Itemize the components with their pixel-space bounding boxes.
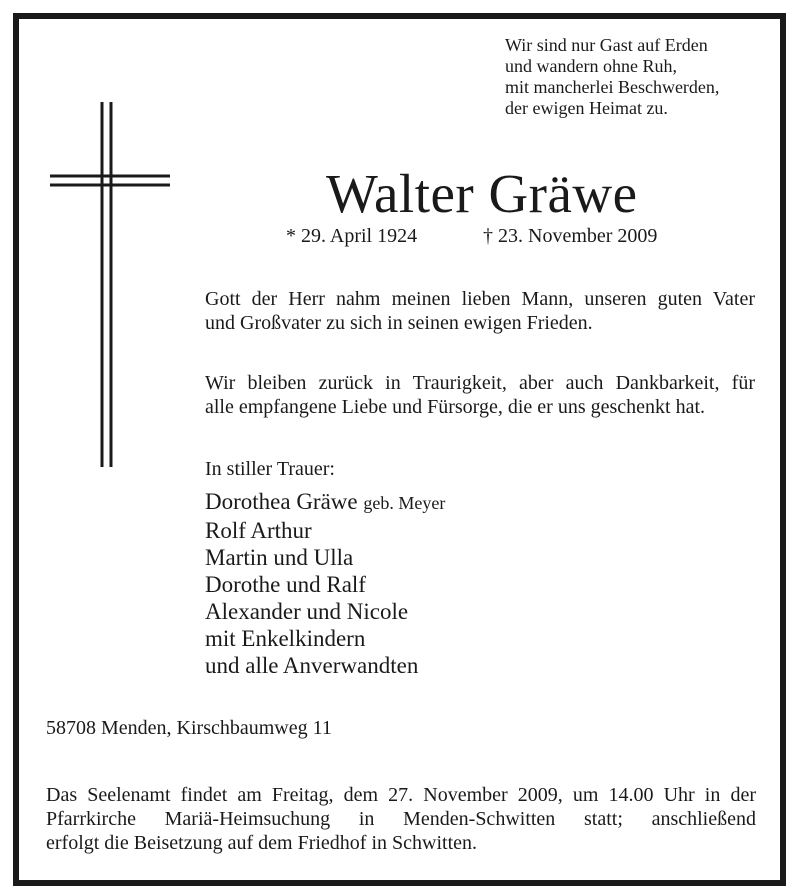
- paragraph-line: Gott der Herr nahm meinen lieben Mann, unseren guten Vater: [205, 288, 755, 310]
- mourner-item: mit Enkelkindern: [205, 626, 366, 651]
- notice-line: Das Seelenamt findet am Freitag, dem 27. November 2009, um 14.00 Uhr in der: [46, 784, 756, 806]
- poem-line: und wandern ohne Ruh,: [505, 56, 677, 76]
- paragraph-line: Wir bleiben zurück in Traurigkeit, aber auch Dankbarkeit, für: [205, 372, 755, 394]
- mourner-item: Alexander und Nicole: [205, 599, 409, 624]
- paragraph-line: und Großvater zu sich in seinen ewigen Frieden.: [205, 312, 593, 334]
- address: 58708 Menden, Kirschbaumweg 11: [46, 717, 332, 739]
- in-stiller-trauer: In stiller Trauer:: [205, 458, 335, 480]
- paragraph-line: alle empfangene Liebe und Fürsorge, die er uns geschenkt hat.: [205, 396, 706, 418]
- cross-icon: [50, 102, 170, 467]
- mourner-name: Dorothea Gräwe: [205, 489, 358, 514]
- birth-date: * 29. April 1924: [286, 225, 418, 247]
- mourner-item: und alle Anverwandten: [205, 653, 419, 678]
- mourners-list: [205, 488, 445, 679]
- deceased-name: Walter Gräwe: [326, 163, 638, 224]
- mourner-item: [205, 488, 445, 517]
- poem-line: der ewigen Heimat zu.: [505, 98, 668, 118]
- notice-line: erfolgt die Beisetzung auf dem Friedhof in Schwitten.: [46, 832, 478, 854]
- poem: [505, 35, 719, 119]
- mourner-item: Martin und Ulla: [205, 545, 354, 570]
- poem-line: mit mancherlei Beschwerden,: [505, 77, 720, 97]
- paragraph-gratitude: [205, 371, 755, 419]
- funeral-notice: [46, 783, 756, 855]
- mourner-maiden-name: geb. Meyer: [363, 493, 446, 513]
- mourner-item: Dorothe und Ralf: [205, 572, 366, 597]
- notice-line: Pfarrkirche Mariä-Heimsuchung in Menden-Schwitten statt; anschließend: [46, 808, 756, 830]
- mourner-item: Rolf Arthur: [205, 518, 312, 543]
- death-date: † 23. November 2009: [483, 225, 658, 247]
- paragraph-farewell: [205, 287, 755, 335]
- poem-line: Wir sind nur Gast auf Erden: [505, 35, 708, 55]
